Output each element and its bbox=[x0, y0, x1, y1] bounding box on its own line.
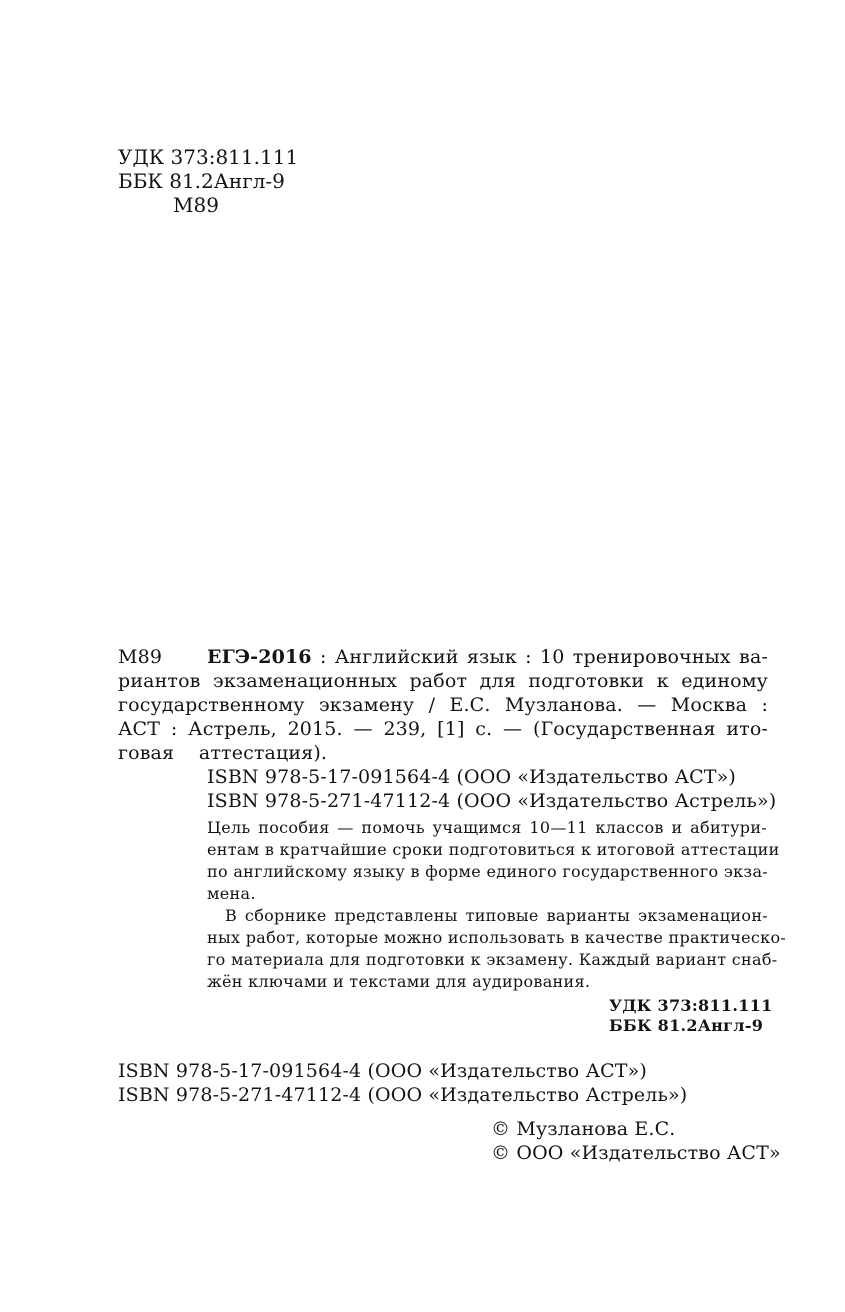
annotation-line: по английскому языку в форме единого государственного экза- bbox=[207, 862, 768, 881]
record-title: ЕГЭ-2016 bbox=[207, 646, 312, 668]
record-description-line: риантов экзаменационных работ для подготовки к единому bbox=[118, 670, 768, 692]
record-title-line bbox=[207, 648, 768, 667]
record-author-mark: М89 bbox=[118, 646, 163, 668]
record-isbn-line: ISBN 978-5-17-091564-4 (ООО «Издательство АСТ») bbox=[207, 766, 736, 788]
annotation-line: ентам в кратчайшие сроки подготовиться к итоговой аттестации bbox=[207, 840, 780, 859]
bbk-code-right: ББК 81.2Англ-9 bbox=[609, 1016, 764, 1035]
copyright-line: © Музланова Е.С. bbox=[491, 1118, 676, 1140]
copyright-line: © ООО «Издательство АСТ» bbox=[491, 1142, 781, 1164]
record-isbn-line: ISBN 978-5-271-47112-4 (ООО «Издательство Астрель») bbox=[207, 790, 777, 812]
udk-code-right: УДК 373:811.111 bbox=[609, 996, 773, 1015]
annotation-line: мена. bbox=[207, 884, 256, 903]
record-description-line: АСТ : Астрель, 2015. — 239, [1] с. — (Государственная ито- bbox=[118, 718, 768, 740]
annotation-line: го материала для подготовки к экзамену. Каждый вариант снаб- bbox=[207, 950, 778, 969]
annotation-line: Цель пособия — помочь учащимся 10—11 классов и абитури- bbox=[207, 818, 767, 837]
isbn-line: ISBN 978-5-271-47112-4 (ООО «Издательство Астрель») bbox=[118, 1084, 688, 1106]
annotation-line: жён ключами и текстами для аудирования. bbox=[207, 972, 591, 991]
annotation-line: В сборнике представлены типовые варианты экзаменацион- bbox=[225, 906, 768, 925]
record-description-line: государственному экзамену / Е.С. Музланова. — Москва : bbox=[118, 694, 768, 716]
author-mark-top: М89 bbox=[173, 193, 219, 217]
record-description-line: говая аттестация). bbox=[118, 742, 328, 764]
annotation-line: ных работ, которые можно использовать в качестве практическо- bbox=[207, 928, 787, 947]
record-description-line: : Английский язык : 10 тренировочных ва- bbox=[311, 646, 768, 668]
isbn-line: ISBN 978-5-17-091564-4 (ООО «Издательство АСТ») bbox=[118, 1060, 647, 1082]
udk-code-top: УДК 373:811.111 bbox=[118, 145, 299, 169]
bbk-code-top: ББК 81.2Англ-9 bbox=[118, 169, 285, 193]
